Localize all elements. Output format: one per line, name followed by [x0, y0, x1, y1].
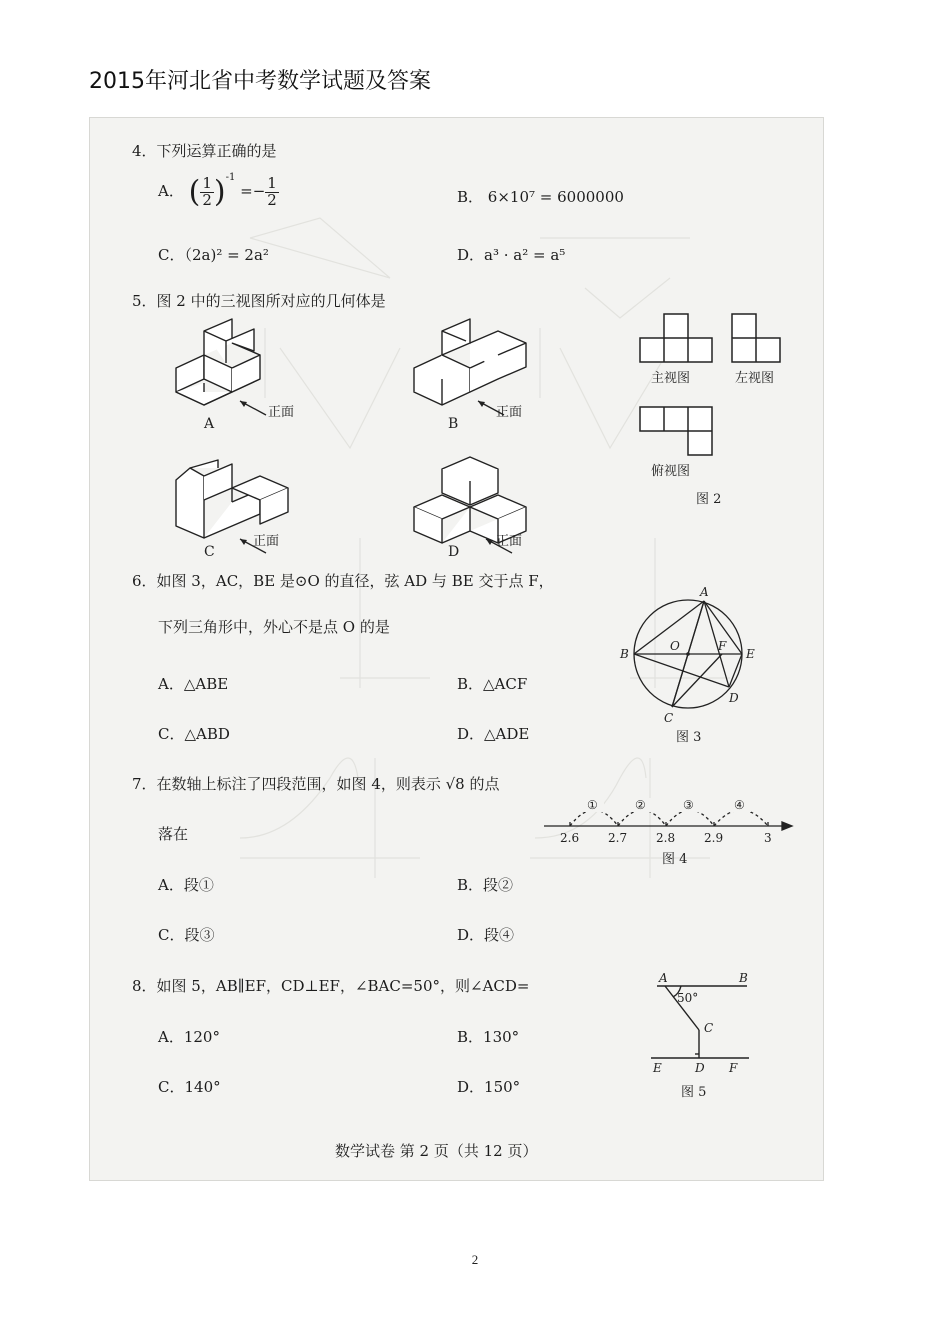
- q7-number-line: [542, 790, 802, 850]
- q5-top-view-label: 俯视图: [651, 464, 691, 479]
- q4-option-b: B． 6×10⁷ = 6000000: [457, 188, 624, 206]
- q5-solid-d: [408, 443, 558, 558]
- q4-a-equals: =−: [240, 182, 266, 200]
- q6-point-e: E: [746, 647, 755, 661]
- frac-den: 2: [202, 190, 212, 209]
- q4-stem: 4．下列运算正确的是: [132, 142, 277, 160]
- q8-option-d: D．150°: [457, 1078, 521, 1096]
- q8-option-a: A．120°: [158, 1028, 220, 1046]
- q8-option-b: B．130°: [457, 1028, 520, 1046]
- q5-figure-caption: 图 2: [696, 492, 722, 507]
- q8-point-c: C: [704, 1021, 714, 1035]
- q7-stem-line2: 落在: [158, 825, 189, 843]
- q5-label-a: A: [204, 416, 215, 432]
- scan-footer: 数学试卷 第 2 页（共 12 页）: [335, 1142, 538, 1160]
- q6-option-a: A．△ABE: [158, 675, 229, 693]
- q5-label-d: D: [448, 544, 460, 560]
- q7-tick-3: 3: [764, 831, 772, 845]
- q5-label-c: C: [204, 544, 215, 560]
- frac-num: 1: [202, 173, 212, 192]
- q7-option-a: A．段①: [158, 876, 214, 894]
- q7-tick-2-9: 2.9: [704, 831, 724, 845]
- frac-num: 1: [267, 173, 277, 192]
- q7-tick-2-6: 2.6: [560, 831, 580, 845]
- q7-tick-2-7: 2.7: [608, 831, 628, 845]
- q5-left-view-label: 左视图: [735, 371, 775, 386]
- q6-point-o: O: [670, 639, 680, 653]
- q7-stem-line1: 7．在数轴上标注了四段范围，如图 4，则表示 √8 的点: [132, 775, 500, 793]
- q5-top-view: [638, 405, 718, 457]
- q8-point-b: B: [739, 971, 748, 985]
- q4-option-d: D．a³ · a² = a⁵: [457, 246, 566, 264]
- page-number: 2: [471, 1252, 479, 1267]
- q6-point-a: A: [700, 585, 709, 599]
- q8-point-d: D: [695, 1061, 705, 1075]
- q6-option-d: D．△ADE: [457, 725, 530, 743]
- q7-segment-2: ②: [635, 798, 646, 812]
- document-title: 2015年河北省中考数学试题及答案: [89, 69, 431, 94]
- q8-point-e: E: [653, 1061, 662, 1075]
- q6-option-c: C．△ABD: [158, 725, 230, 743]
- q7-segment-4: ④: [734, 798, 745, 812]
- q7-segment-1: ①: [587, 798, 598, 812]
- q7-segment-3: ③: [683, 798, 694, 812]
- q8-stem: 8．如图 5，AB∥EF，CD⊥EF，∠BAC=50°，则∠ACD=: [132, 977, 530, 995]
- q5-left-view: [730, 312, 786, 364]
- q4-option-c: C．（2a)² = 2a²: [158, 246, 269, 264]
- q6-stem-line2: 下列三角形中，外心不是点 O 的是: [158, 618, 390, 636]
- q5-solid-a: [170, 323, 320, 433]
- q4-a-rhs-fraction: [265, 173, 279, 209]
- q4-a-exponent: -1: [225, 172, 236, 183]
- q5-front-label-b: 正面: [496, 405, 523, 420]
- q5-front-label-c: 正面: [253, 534, 280, 549]
- q8-angle-label: 50°: [677, 991, 699, 1005]
- q5-label-b: B: [448, 416, 459, 432]
- paren-close: ): [213, 174, 226, 210]
- q8-point-a: A: [659, 971, 668, 985]
- q8-option-c: C．140°: [158, 1078, 221, 1096]
- q5-front-label-a: 正面: [268, 405, 295, 420]
- q5-main-view: [638, 312, 718, 364]
- q6-figure-caption: 图 3: [676, 730, 702, 745]
- q6-point-f: F: [718, 639, 727, 653]
- q4-a-label: A．: [158, 182, 184, 200]
- q6-circle-figure: [618, 584, 758, 744]
- paren-open: (: [188, 174, 201, 210]
- q6-point-b: B: [620, 647, 629, 661]
- q7-option-b: B．段②: [457, 876, 514, 894]
- q4-option-a: [158, 172, 279, 210]
- q6-stem-line1: 6．如图 3，AC，BE 是⊙O 的直径，弦 AD 与 BE 交于点 F，: [132, 572, 554, 590]
- q7-tick-2-8: 2.8: [656, 831, 676, 845]
- q7-figure-caption: 图 4: [662, 852, 688, 867]
- q8-point-f: F: [729, 1061, 738, 1075]
- q6-option-b: B．△ACF: [457, 675, 528, 693]
- q5-main-view-label: 主视图: [651, 371, 691, 386]
- q8-parallel-lines-figure: [645, 968, 755, 1076]
- q6-point-c: C: [664, 711, 674, 725]
- q5-solid-c: [170, 458, 320, 568]
- frac-den: 2: [267, 190, 277, 209]
- q5-stem: 5．图 2 中的三视图所对应的几何体是: [132, 292, 386, 310]
- q7-option-d: D．段④: [457, 926, 515, 944]
- q5-solid-b: [408, 323, 558, 433]
- q7-option-c: C．段③: [158, 926, 215, 944]
- q6-point-d: D: [729, 691, 739, 705]
- scanned-exam-page: [89, 117, 824, 1181]
- q4-a-fraction: [200, 173, 214, 209]
- q8-figure-caption: 图 5: [681, 1085, 707, 1100]
- q5-front-label-d: 正面: [496, 534, 523, 549]
